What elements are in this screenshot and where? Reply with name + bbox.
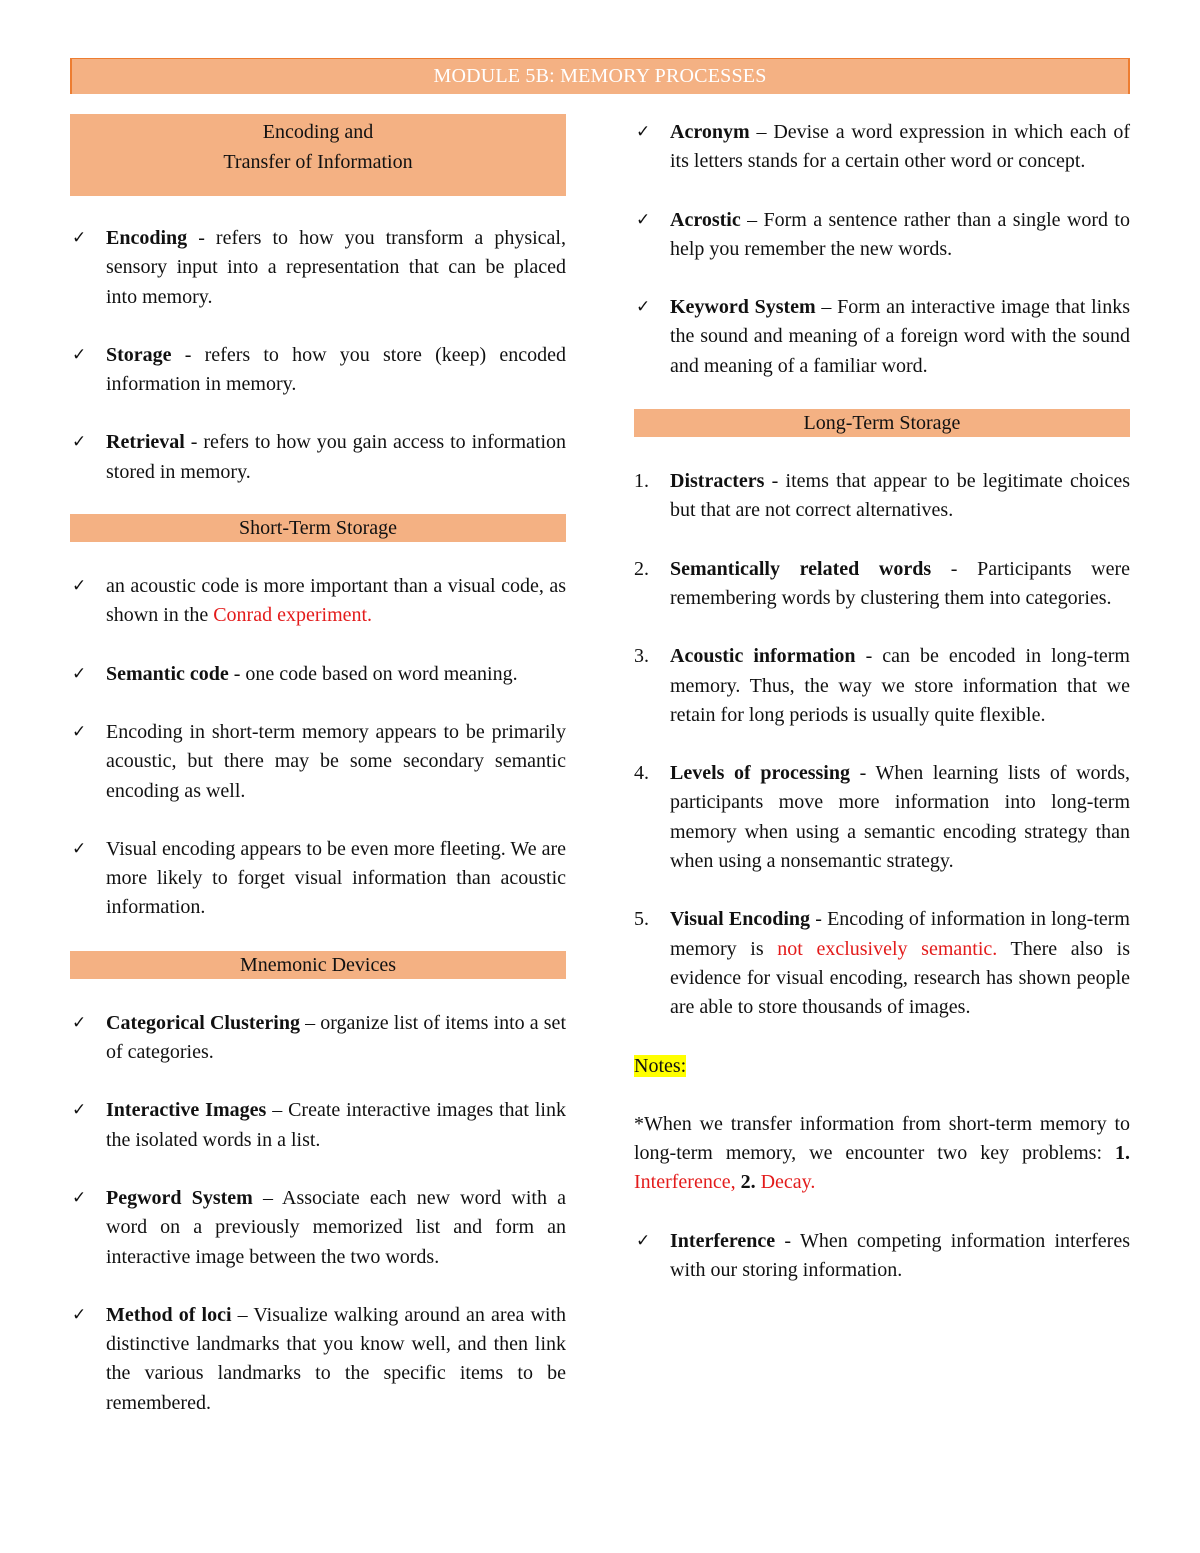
definition: – Form a sentence rather than a single word to help you remember the new words.: [670, 208, 1130, 260]
definition: - items that appear to be legitimate choices but that are not correct alternatives.: [670, 470, 1130, 522]
term: Acrostic: [670, 208, 741, 231]
notes-number: 2.: [740, 1171, 756, 1194]
check-icon: ✓: [72, 663, 87, 684]
definition: - one code based on word meaning.: [228, 662, 518, 685]
definition: – organize list of items into a set of categories.: [106, 1011, 566, 1064]
definition-continued: There also is evidence for visual encoding, research has shown people are able to store thousands of images.: [670, 937, 1130, 1019]
check-icon: ✓: [72, 228, 87, 248]
check-icon: ✓: [636, 209, 651, 230]
list-item-pegword-system: [70, 1184, 566, 1272]
definition: – Form an interactive image that links the sound and meaning of a foreign word with the sound and meaning of a familiar word.: [670, 296, 1130, 377]
term: Categorical Clustering: [106, 1011, 300, 1034]
module-title: MODULE 5B: MEMORY PROCESSES: [433, 65, 767, 87]
term: Interference: [670, 1229, 776, 1252]
problem-decay: Decay.: [755, 1171, 816, 1194]
check-icon: ✓: [72, 1100, 87, 1121]
term: Levels of processing: [670, 762, 850, 785]
term: Distracters: [670, 470, 765, 493]
definition: - refers to how you transform a physical, sensory input into a representation that can be placed into memory.: [106, 227, 566, 308]
list-item-acoustic-information: [634, 642, 1130, 730]
term: Acoustic information: [670, 645, 856, 668]
notes-paragraph: [634, 1110, 1130, 1198]
header-line-2: Transfer of Information: [223, 150, 413, 173]
definition: - can be encoded in long-term memory. Thus, the way we store information that we retain for long periods is usually quite flexible.: [670, 645, 1130, 726]
term: Semantic code: [106, 662, 229, 685]
term: Encoding: [106, 227, 188, 249]
list-item-interference: [634, 1227, 1130, 1286]
term: Keyword System: [670, 296, 816, 319]
check-icon: ✓: [72, 1187, 87, 1208]
check-icon: ✓: [72, 1012, 87, 1033]
long-term-storage-header: Long-Term Storage: [634, 409, 1130, 437]
list-item-visual-encoding: [70, 835, 566, 923]
list-number: 3.: [634, 645, 649, 668]
term: Storage: [106, 343, 172, 366]
notes-number: 1.: [1115, 1142, 1130, 1165]
definition: - Encoding of information in long-term memory is: [670, 908, 1130, 960]
list-number: 2.: [634, 557, 649, 580]
term: Semantically related words: [670, 557, 932, 580]
list-item-levels-of-processing: [634, 759, 1130, 876]
list-number: 5.: [634, 908, 649, 931]
check-icon: ✓: [72, 344, 87, 365]
check-icon: ✓: [72, 576, 87, 597]
term: Visual Encoding: [670, 908, 811, 931]
term: Acronym: [670, 121, 750, 143]
list-number: 4.: [634, 762, 649, 785]
list-item-keyword-system: [634, 293, 1130, 381]
list-item-semantically-related: [634, 555, 1130, 614]
definition: - refers to how you store (keep) encoded information in memory.: [106, 343, 566, 396]
definition: – Associate each new word with a word on a previously memorized list and form an interactive image between the two words.: [106, 1186, 567, 1268]
definition: – Create interactive images that link the isolated words in a list.: [106, 1099, 566, 1151]
list-item-retrieval: [70, 428, 566, 487]
check-icon: ✓: [72, 838, 87, 859]
check-icon: ✓: [72, 721, 87, 742]
list-item-storage: [70, 341, 566, 400]
short-term-storage-header: Short-Term Storage: [70, 514, 566, 542]
left-column: [70, 94, 566, 1418]
list-item-acoustic-code: [70, 572, 566, 631]
list-item-stm-encoding: [70, 718, 566, 806]
mnemonic-devices-header: Mnemonic Devices: [70, 951, 566, 979]
check-icon: ✓: [72, 432, 87, 453]
list-item-acrostic: [634, 206, 1130, 265]
list-item-categorical-clustering: [70, 1009, 566, 1068]
list-item-distracters: [634, 467, 1130, 526]
list-item-acronym: [634, 118, 1130, 177]
definition: - refers to how you gain access to information stored in memory.: [106, 431, 566, 483]
notes-label: Notes:: [634, 1054, 687, 1077]
list-number: 1.: [634, 470, 649, 493]
highlight-text: Conrad experiment.: [213, 604, 373, 627]
term: Method of loci: [106, 1303, 232, 1326]
notes-label-row: [634, 1052, 1130, 1081]
definition: - When learning lists of words, participants move more information into long-term memory when using a semantic encoding strategy than when using a nonsemantic strategy.: [670, 762, 1130, 873]
module-title-bar: [70, 58, 1130, 94]
term: Retrieval: [106, 431, 185, 454]
item-text: an acoustic code is more important than a visual code, as shown in the: [106, 575, 566, 627]
list-item-interactive-images: [70, 1096, 566, 1155]
list-item-visual-encoding-ltm: [634, 905, 1130, 1022]
notes-text: *When we transfer information from short-term memory to long-term memory, we encounter two key problems:: [634, 1112, 1130, 1165]
definition: - When competing information interferes with our storing information.: [670, 1229, 1130, 1282]
right-column: [634, 118, 1130, 1285]
item-text: Encoding in short-term memory appears to be primarily acoustic, but there may be some secondary semantic encoding as well.: [106, 720, 566, 802]
check-icon: ✓: [72, 1304, 87, 1325]
term: Pegword System: [106, 1186, 253, 1209]
list-item-encoding: [70, 224, 566, 312]
list-item-method-of-loci: [70, 1301, 566, 1418]
list-item-semantic-code: [70, 660, 566, 689]
definition: - Participants were remembering words by clustering them into categories.: [670, 557, 1130, 609]
check-icon: ✓: [636, 297, 651, 318]
highlight-text: not exclusively semantic.: [777, 937, 998, 960]
header-line-1: Encoding and: [262, 121, 374, 143]
definition: – Visualize walking around an area with distinctive landmarks that you know well, and then link the various landmarks to the specific items to be remembered.: [106, 1303, 566, 1414]
item-text: Visual encoding appears to be even more fleeting. We are more likely to forget visual information than acoustic information.: [106, 837, 566, 919]
problem-interference: Interference,: [634, 1171, 741, 1194]
check-icon: ✓: [636, 122, 651, 142]
encoding-transfer-header: [70, 114, 566, 196]
check-icon: ✓: [636, 1230, 651, 1251]
term: Interactive Images: [106, 1099, 267, 1122]
definition: – Devise a word expression in which each of its letters stands for a certain other word or concept.: [670, 121, 1130, 173]
